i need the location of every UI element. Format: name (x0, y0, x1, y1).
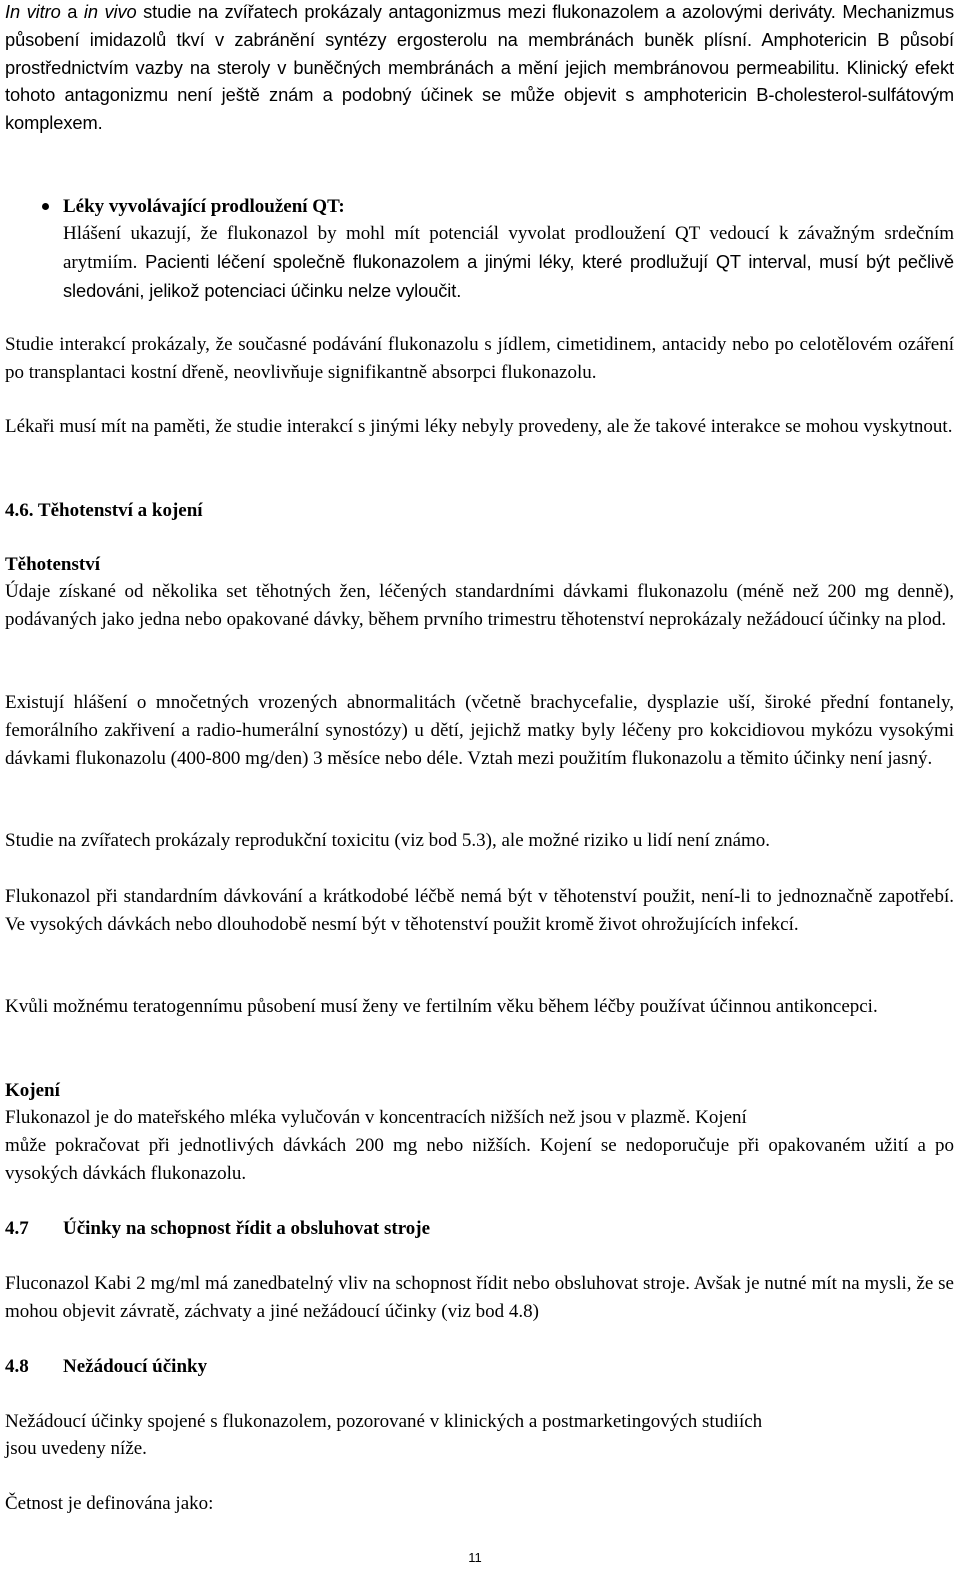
interactions-paragraph: Studie interakcí prokázaly, že současné podávání flukonazolu s jídlem, cimetidinem, antacidy nebo po celotělovém ozáření po transplantaci kostní dřeně, neovlivňuje signifikantně absorpci flukonazolu. (5, 334, 954, 383)
section-4-8-line-2: jsou uvedeny níže. (5, 1438, 147, 1459)
pregnancy-paragraph-3: Studie na zvířatech prokázaly reprodukční toxicitu (viz bod 5.3), ale možné riziko u lidí není známo. (5, 830, 771, 851)
intro-conjunction: a (60, 1, 84, 22)
in-vivo-term: in vivo (83, 1, 137, 22)
in-vitro-term: In vitro (5, 1, 61, 22)
section-4-8-line-1: Nežádoucí účinky spojené s flukonazolem, pozorované v klinických a postmarketingových studiích (5, 1411, 763, 1432)
intro-text: studie na zvířatech prokázaly antagonizmus mezi flukonazolem a azolovými deriváty. Mechanizmus působení imidazolů tkví v zabránění syntézy ergosterolu na membránách buněk plísní. Amphotericin B působí prostřednictvím vazby na steroly v buněčných membránách a mění jejich membránovou permeabilitu. Klinický efekt tohoto antagonizmu není ještě znám a podobný účinek se může objevit s amphotericin B-cholesterol-sulfátovým komplexem. (5, 1, 955, 134)
page-number: 11 (468, 1550, 482, 1565)
section-4-8-number: 4.8 (5, 1356, 29, 1377)
section-4-7-number: 4.7 (5, 1218, 29, 1239)
intro-paragraph (5, 0, 954, 137)
section-4-7-title: Účinky na schopnost řídit a obsluhovat stroje (63, 1218, 431, 1239)
pregnancy-paragraph-5: Kvůli možnému teratogennímu působení musí ženy ve fertilním věku během léčby používat účinnou antikoncepci. (5, 996, 878, 1017)
bullet-icon (42, 203, 49, 210)
pregnancy-heading: Těhotenství (5, 554, 100, 575)
breastfeeding-text: může pokračovat při jednotlivých dávkách 200 mg nebo nižších. Kojení se nedoporučuje při opakovaném užití a po vysokých dávkách flukonazolu. (5, 1135, 954, 1184)
frequency-definition: Četnost je definována jako: (5, 1493, 214, 1514)
section-4-7-text: Fluconazol Kabi 2 mg/ml má zanedbatelný vliv na schopnost řídit nebo obsluhovat stroje. Avšak je nutné mít na mysli, že se mohou objevit závratě, záchvaty a jiné nežádoucí účinky (viz bod 4.8) (5, 1273, 954, 1322)
qt-text-part2: Pacienti léčení společně flukonazolem a jinými léky, které prodlužují QT interval, musí být pečlivě sledováni, jelikož potenciaci účinku nelze vyloučit. (63, 250, 954, 301)
pregnancy-paragraph-1: Údaje získané od několika set těhotných žen, léčených standardními dávkami flukonazolu (méně než 200 mg denně), podávaných jako jedna nebo opakované dávky, během prvního trimestru těhotenství neprokázaly nežádoucí účinky na plod. (5, 581, 954, 630)
qt-text-part1: Hlášení ukazují, že flukonazol by mohl mít potenciál vyvolat prodloužení QT vedoucí k závažným srdečním arytmiím. (63, 223, 954, 273)
physicians-paragraph: Lékaři musí mít na paměti, že studie interakcí s jinými léky nebyly provedeny, ale že takové interakce se mohou vyskytnout. (5, 416, 953, 437)
qt-paragraph (63, 220, 954, 305)
pregnancy-paragraph-2: Existují hlášení o mnočetných vrozených abnormalitách (včetně brachycefalie, dysplazie uší, široké přední fontanely, femorálního zakřivení a radio-humerální synostózy) u dětí, jejichž matky byly léčeny pro kokcidiovou mykózu vysokými dávkami flukonazolu (400-800 mg/den) 3 měsíce nebo déle. Vztah mezi použitím flukonazolu a těmito účinky není jasný. (5, 692, 954, 769)
section-4-6-title: 4.6. Těhotenství a kojení (5, 500, 203, 521)
breastfeeding-heading: Kojení (5, 1080, 60, 1101)
section-4-8-title: Nežádoucí účinky (63, 1356, 208, 1377)
breastfeeding-line-1: Flukonazol je do mateřského mléka vylučován v koncentracích nižších než jsou v plazmě. Kojení (5, 1107, 747, 1128)
pregnancy-paragraph-4: Flukonazol při standardním dávkování a krátkodobé léčbě nemá být v těhotenství použit, není-li to jednoznačně zapotřebí. Ve vysokých dávkách nebo dlouhodobě nesmí být v těhotenství použit kromě život ohrožujících infekcí. (5, 886, 954, 935)
qt-heading: Léky vyvolávající prodloužení QT: (63, 196, 345, 217)
